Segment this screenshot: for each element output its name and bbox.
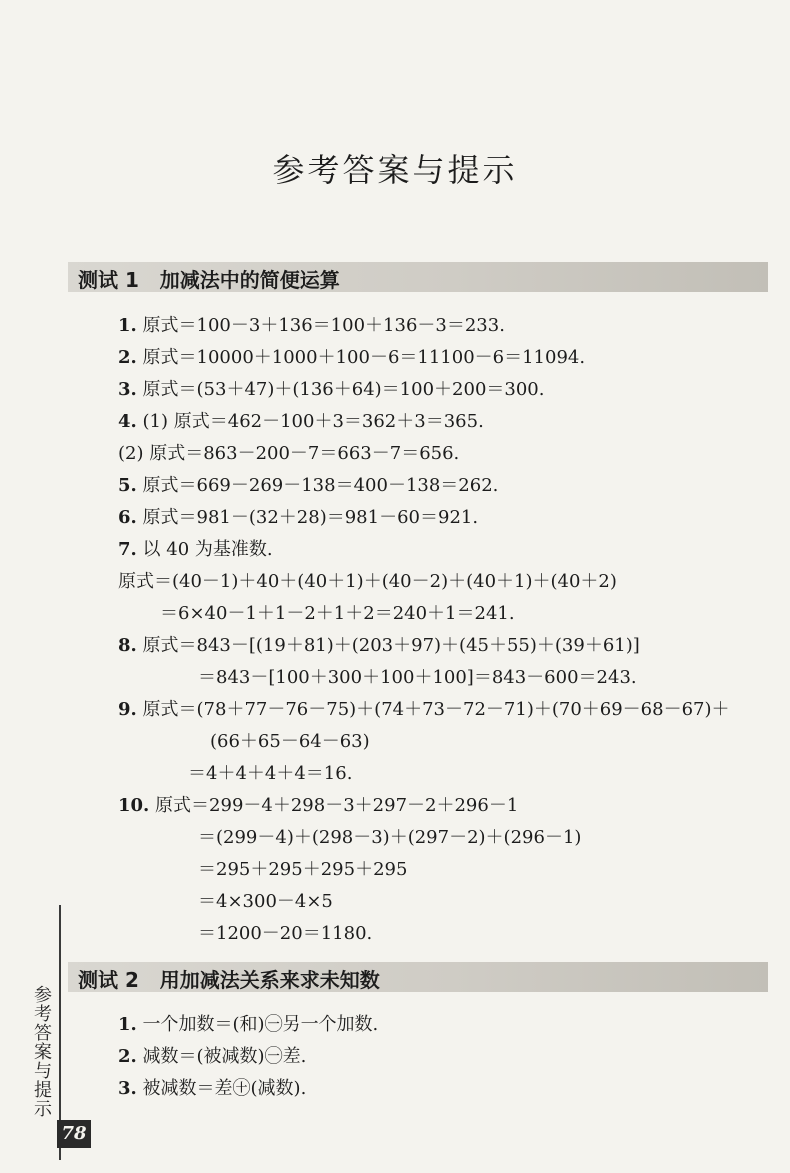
answer-line [188, 761, 352, 787]
answer-line [118, 569, 617, 595]
page-number: 78 [57, 1120, 91, 1148]
answer-line [118, 345, 585, 371]
item-text: 原式＝10000＋1000＋100－6＝11100－6＝11094. [136, 347, 586, 368]
item-number: 5. [118, 475, 137, 496]
item-text: (66＋65－64－63) [210, 731, 370, 752]
answer-line [210, 729, 370, 755]
answer-line [118, 313, 505, 339]
answer-line [118, 505, 478, 531]
item-number: 8. [118, 635, 137, 656]
answer-line [198, 825, 581, 851]
item-text: 被减数＝差㊉(减数). [136, 1078, 307, 1099]
answer-line [118, 537, 273, 563]
item-number: 10. [118, 795, 150, 816]
item-number: 2. [118, 1046, 137, 1067]
item-text: 一个加数＝(和)㊀另一个加数. [136, 1014, 379, 1035]
answer-line [118, 377, 544, 403]
item-number: 4. [118, 411, 137, 432]
item-text: 原式＝981－(32＋28)＝981－60＝921. [136, 507, 479, 528]
answer-line [118, 409, 484, 435]
item-text: 减数＝(被减数)㊀差. [136, 1046, 307, 1067]
item-text: 原式＝299－4＋298－3＋297－2＋296－1 [149, 795, 519, 816]
answer-line [118, 1012, 378, 1038]
item-number: 2. [118, 347, 137, 368]
item-text: ＝4＋4＋4＋4＝16. [188, 763, 353, 784]
answer-line [118, 473, 498, 499]
item-text: 原式＝(78＋77－76－75)＋(74＋73－72－71)＋(70＋69－68－67)＋ [136, 699, 730, 720]
item-text: ＝295＋295＋295＋295 [198, 859, 408, 880]
item-text: 以 40 为基准数. [136, 539, 273, 560]
answer-line [118, 793, 518, 819]
item-text: (2) 原式＝863－200－7＝663－7＝656. [118, 443, 460, 464]
item-number: 3. [118, 379, 137, 400]
item-text: ＝1200－20＝1180. [198, 923, 373, 944]
item-text: ＝4×300－4×5 [198, 891, 333, 912]
section-header-test-1 [68, 262, 768, 292]
item-text: ＝843－[100＋300＋100＋100]＝843－600＝243. [198, 667, 637, 688]
section-header-test-2 [68, 962, 768, 992]
item-number: 7. [118, 539, 137, 560]
item-text: (1) 原式＝462－100＋3＝362＋3＝365. [136, 411, 484, 432]
answer-line [118, 633, 640, 659]
section-header-label: 测试 2 用加减法关系来求未知数 [78, 968, 380, 992]
item-number: 3. [118, 1078, 137, 1099]
answer-line [118, 1044, 306, 1070]
answer-line [160, 601, 515, 627]
page-title: 参考答案与提示 [272, 151, 518, 189]
section-header-label: 测试 1 加减法中的简便运算 [78, 268, 340, 292]
item-text: ＝(299－4)＋(298－3)＋(297－2)＋(296－1) [198, 827, 582, 848]
answer-line [118, 441, 459, 467]
answer-line [198, 921, 372, 947]
item-number: 9. [118, 699, 137, 720]
item-text: ＝6×40－1＋1－2＋1＋2＝240＋1＝241. [160, 603, 515, 624]
item-number: 6. [118, 507, 137, 528]
answer-line [198, 857, 407, 883]
answer-line [198, 889, 333, 915]
item-text: 原式＝843－[(19＋81)＋(203＋97)＋(45＋55)＋(39＋61)] [136, 635, 640, 656]
item-text: 原式＝(40－1)＋40＋(40＋1)＋(40－2)＋(40＋1)＋(40＋2) [118, 571, 617, 592]
answer-line [118, 1076, 306, 1102]
answer-line [198, 665, 637, 691]
item-number: 1. [118, 315, 137, 336]
side-chapter-label: 参考答案与提示 [31, 985, 52, 1118]
item-number: 1. [118, 1014, 137, 1035]
item-text: 原式＝669－269－138＝400－138＝262. [136, 475, 499, 496]
answer-line [118, 697, 730, 723]
item-text: 原式＝(53＋47)＋(136＋64)＝100＋200＝300. [136, 379, 545, 400]
item-text: 原式＝100－3＋136＝100＋136－3＝233. [136, 315, 505, 336]
